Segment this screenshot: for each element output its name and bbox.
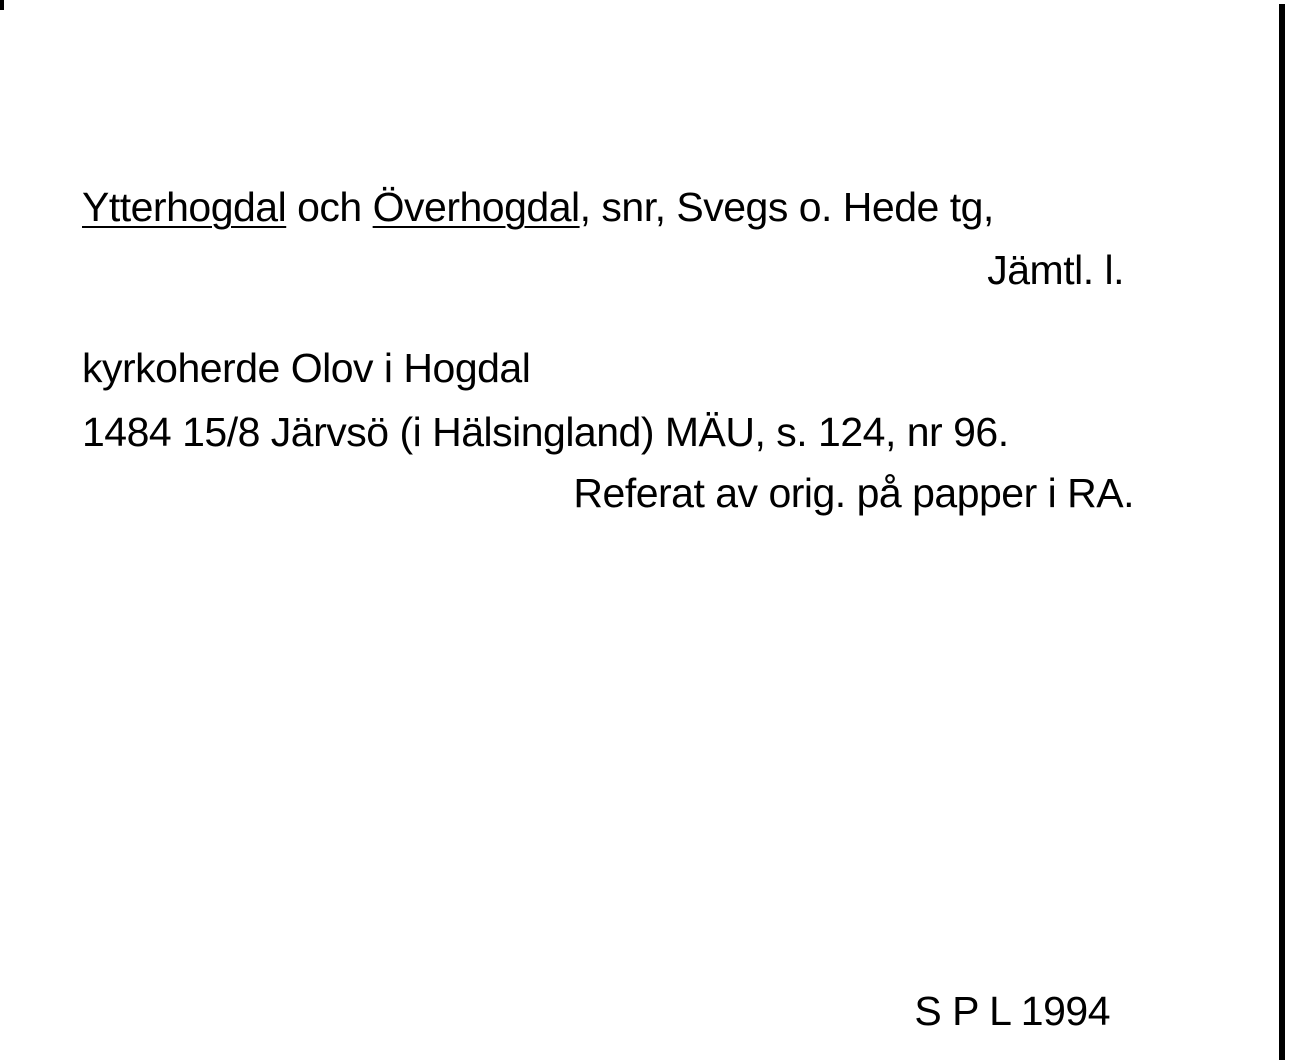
signature: S P L 1994 [914,988,1110,1034]
heading-line [82,183,994,231]
place-name-overhogdal: Överhogdal [372,184,580,230]
place-name-ytterhogdal: Ytterhogdal [82,184,287,230]
heading-rest: , snr, Svegs o. Hede tg, [579,184,994,230]
scan-corner-mark [0,0,4,10]
note-line: Referat av orig. på papper i RA. [573,470,1134,516]
county-line: Jämtl. l. [987,247,1124,293]
connector-word: och [297,184,362,230]
person-line: kyrkoherde Olov i Hogdal [82,345,531,391]
scan-edge-border [1279,4,1285,1060]
source-line: 1484 15/8 Järvsö (i Hälsingland) MÄU, s. 124, nr 96. [82,409,1009,455]
